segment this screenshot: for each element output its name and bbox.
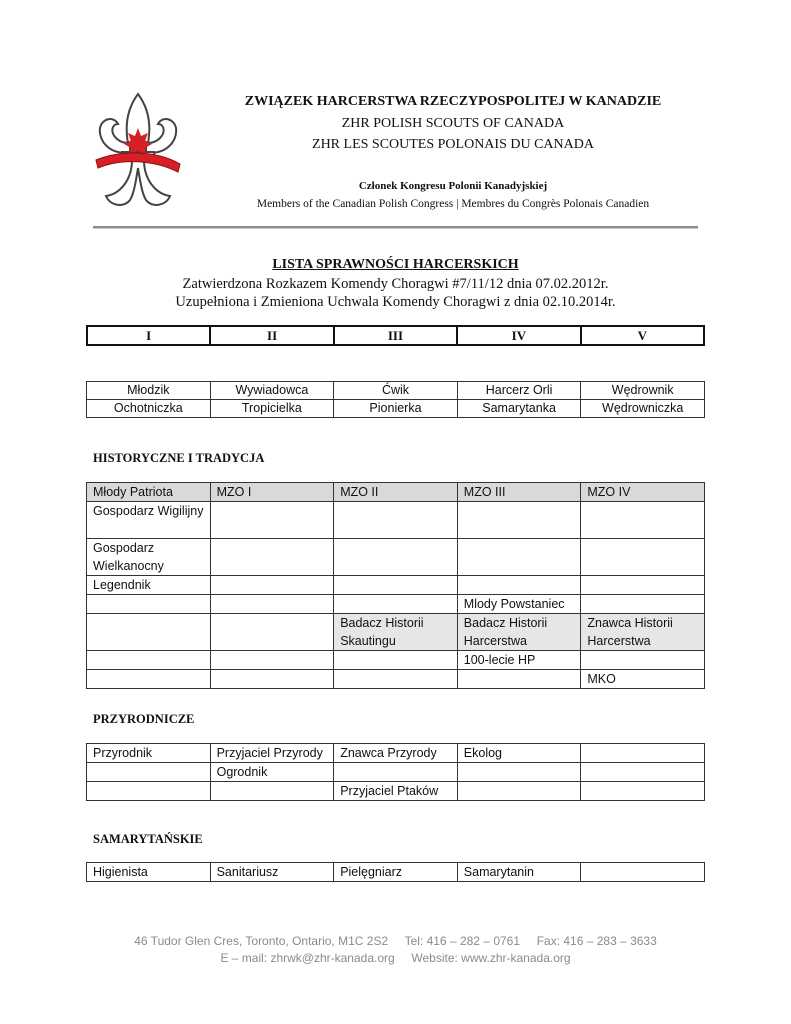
level-cell: III xyxy=(334,326,457,345)
table-cell: Higienista xyxy=(87,863,211,882)
footer-contact-line xyxy=(93,934,698,948)
rank-cell: Wędrowniczka xyxy=(581,400,705,418)
ranks-row-girls xyxy=(87,400,705,418)
table-cell xyxy=(457,576,581,595)
section-title-historical: HISTORYCZNE I TRADYCJA xyxy=(93,451,265,465)
table-cell xyxy=(334,651,458,670)
table-row xyxy=(87,782,705,801)
table-row xyxy=(87,502,705,539)
table-row xyxy=(87,539,705,576)
org-name-french: ZHR LES SCOUTES POLONAIS DU CANADA xyxy=(312,137,594,152)
table-cell xyxy=(210,576,334,595)
table-cell: Ogrodnik xyxy=(210,763,334,782)
table-cell xyxy=(334,763,458,782)
footer-website[interactable]: Website: www.zhr-kanada.org xyxy=(411,951,571,965)
org-name-english: ZHR POLISH SCOUTS OF CANADA xyxy=(341,116,565,131)
amendment-note: Uzupełniona i Zmieniona Uchwala Komendy Choragwi z dnia 02.10.2014r. xyxy=(175,294,616,310)
zhr-fleur-de-lis-logo xyxy=(90,90,186,216)
table-cell: Przyrodnik xyxy=(87,744,211,763)
table-cell: Legendnik xyxy=(87,576,211,595)
table-cell xyxy=(210,782,334,801)
table-cell: Ekolog xyxy=(457,744,581,763)
member-of-congress-polish: Członek Kongresu Polonii Kanadyjskiej xyxy=(358,180,548,192)
rank-cell: Wywiadowca xyxy=(210,382,334,400)
table-cell xyxy=(457,670,581,689)
table-cell: Znawca Przyrody xyxy=(334,744,458,763)
table-cell xyxy=(87,651,211,670)
rank-cell: Ćwik xyxy=(334,382,458,400)
rank-cell: Samarytanka xyxy=(457,400,581,418)
levels-row xyxy=(87,326,704,345)
footer-fax: Fax: 416 – 283 – 3633 xyxy=(536,934,657,948)
table-cell: MKO xyxy=(581,670,705,689)
level-cell: V xyxy=(581,326,704,345)
table-row xyxy=(87,744,705,763)
table-cell xyxy=(334,539,458,576)
table-row xyxy=(87,576,705,595)
table-row xyxy=(87,614,705,651)
table-cell xyxy=(210,670,334,689)
table-cell xyxy=(87,782,211,801)
table-row xyxy=(87,763,705,782)
table-cell: Pielęgniarz xyxy=(334,863,458,882)
rank-cell: Młodzik xyxy=(87,382,211,400)
table-cell: Mlody Powstaniec xyxy=(457,595,581,614)
table-header-row xyxy=(87,483,705,502)
header-divider xyxy=(93,226,698,229)
samaritan-table xyxy=(86,862,705,882)
table-cell xyxy=(581,576,705,595)
rank-cell: Pionierka xyxy=(334,400,458,418)
table-cell xyxy=(334,595,458,614)
table-header-cell: MZO III xyxy=(457,483,581,502)
table-cell: 100-lecie HP xyxy=(457,651,581,670)
table-cell: Samarytanin xyxy=(457,863,581,882)
table-cell xyxy=(457,502,581,539)
table-cell: Gospodarz Wigilijny xyxy=(87,502,211,539)
table-cell: Przyjaciel Ptaków xyxy=(334,782,458,801)
table-row xyxy=(87,670,705,689)
level-cell: II xyxy=(210,326,333,345)
table-header-cell: MZO II xyxy=(334,483,458,502)
level-cell: I xyxy=(87,326,210,345)
table-cell xyxy=(210,614,334,651)
rank-cell: Ochotniczka xyxy=(87,400,211,418)
historical-table xyxy=(86,482,705,689)
section-title-samaritan: SAMARYTAŃSKIE xyxy=(93,832,203,846)
table-cell xyxy=(581,863,705,882)
table-cell xyxy=(87,763,211,782)
section-title-nature: PRZYRODNICZE xyxy=(93,712,195,726)
level-cell: IV xyxy=(457,326,580,345)
table-cell xyxy=(581,651,705,670)
table-cell xyxy=(581,744,705,763)
ranks-table xyxy=(86,381,705,418)
table-cell xyxy=(210,539,334,576)
table-cell xyxy=(334,576,458,595)
table-cell xyxy=(87,614,211,651)
approval-note: Zatwierdzona Rozkazem Komendy Choragwi #7/11/12 dnia 07.02.2012r. xyxy=(182,276,609,292)
table-cell xyxy=(581,539,705,576)
ranks-row-boys xyxy=(87,382,705,400)
table-cell: Znawca Historii Harcerstwa xyxy=(581,614,705,651)
table-cell xyxy=(87,670,211,689)
table-cell xyxy=(457,539,581,576)
table-row xyxy=(87,863,705,882)
table-header-cell: MZO I xyxy=(210,483,334,502)
table-cell xyxy=(210,651,334,670)
table-cell: Badacz Historii Harcerstwa xyxy=(457,614,581,651)
table-cell: Przyjaciel Przyrody xyxy=(210,744,334,763)
table-cell: Gospodarz Wielkanocny xyxy=(87,539,211,576)
table-cell xyxy=(581,782,705,801)
member-of-congress-bilingual: Members of the Canadian Polish Congress | Membres du Congrès Polonais Canadien xyxy=(256,198,650,210)
rank-cell: Harcerz Orli xyxy=(457,382,581,400)
table-header-cell: Młody Patriota xyxy=(87,483,211,502)
rank-cell: Tropicielka xyxy=(210,400,334,418)
table-cell xyxy=(457,763,581,782)
table-cell xyxy=(581,763,705,782)
table-cell xyxy=(334,502,458,539)
table-header-cell: MZO IV xyxy=(581,483,705,502)
rank-cell: Wędrownik xyxy=(581,382,705,400)
table-cell xyxy=(334,670,458,689)
footer-address: 46 Tudor Glen Cres, Toronto, Ontario, M1C 2S2 xyxy=(134,934,389,948)
footer-email[interactable]: E – mail: zhrwk@zhr-kanada.org xyxy=(220,951,395,965)
levels-table xyxy=(86,325,705,346)
org-name-polish: ZWIĄZEK HARCERSTWA RZECZYPOSPOLITEJ W KANADZIE xyxy=(244,94,662,109)
table-cell xyxy=(87,595,211,614)
footer-web-line xyxy=(93,951,698,965)
nature-table xyxy=(86,743,705,801)
table-cell xyxy=(457,782,581,801)
table-cell xyxy=(210,595,334,614)
table-cell: Sanitariusz xyxy=(210,863,334,882)
table-cell: Badacz Historii Skautingu xyxy=(334,614,458,651)
table-cell xyxy=(581,595,705,614)
footer-tel: Tel: 416 – 282 – 0761 xyxy=(404,934,521,948)
table-row xyxy=(87,651,705,670)
document-title: LISTA SPRAWNOŚCI HARCERSKICH xyxy=(272,257,519,272)
table-row xyxy=(87,595,705,614)
table-cell xyxy=(210,502,334,539)
table-cell xyxy=(581,502,705,539)
